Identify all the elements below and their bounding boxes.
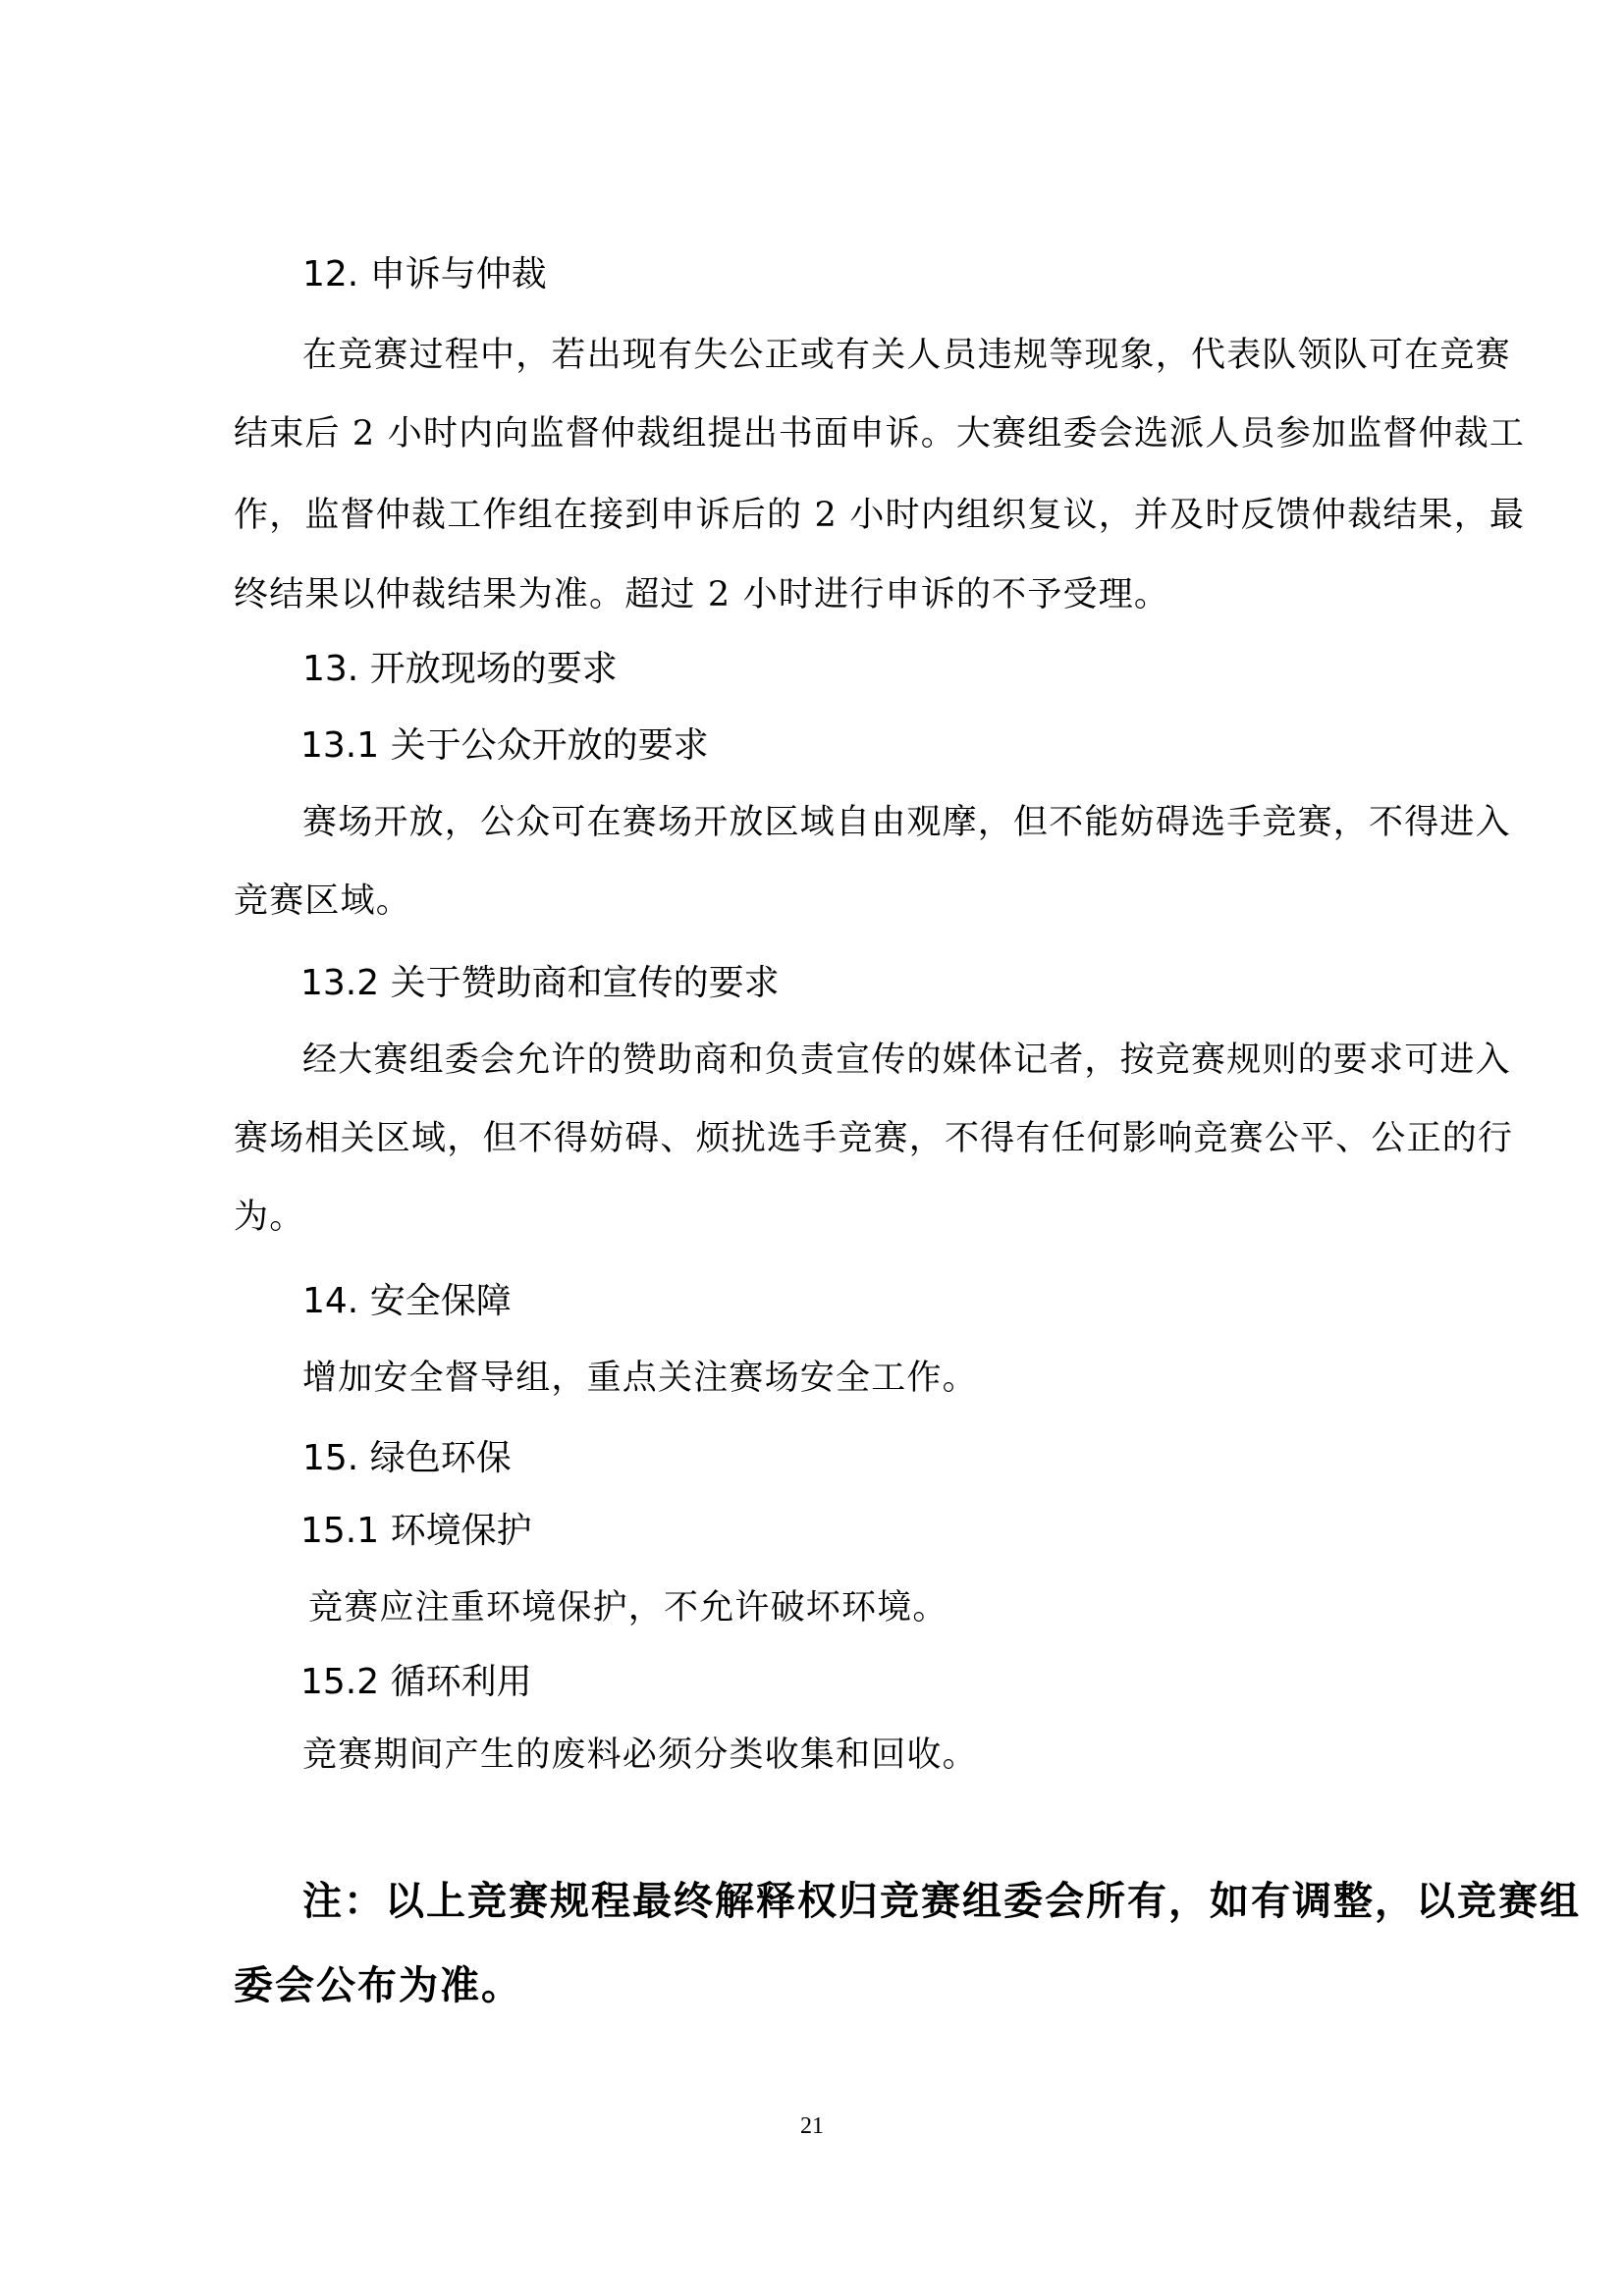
section-12-line-1: 在竞赛过程中，若出现有失公正或有关人员违规等现象，代表队领队可在竞赛 xyxy=(302,336,1511,375)
section-13-1-heading: 13.1 关于公众开放的要求 xyxy=(300,725,709,766)
section-13-1-line-2: 竞赛区域。 xyxy=(234,881,412,921)
section-15-1-heading: 15.1 环境保护 xyxy=(300,1511,532,1551)
section-13-2-line-3: 为。 xyxy=(234,1198,305,1237)
section-13-heading: 13. 开放现场的要求 xyxy=(302,649,618,689)
note-line-2: 委会公布为准。 xyxy=(234,1963,522,2008)
section-15-2-line-1: 竞赛期间产生的废料必须分类收集和回收。 xyxy=(302,1735,978,1775)
section-13-2-heading: 13.2 关于赞助商和宣传的要求 xyxy=(300,963,780,1003)
page-number: 21 xyxy=(800,2113,824,2139)
section-12-line-2: 结束后 2 小时内向监督仲裁组提出书面申诉。大赛组委会选派人员参加监督仲裁工 xyxy=(234,414,1526,454)
section-12-heading: 12. 申诉与仲裁 xyxy=(302,254,547,294)
section-13-2-line-1: 经大赛组委会允许的赞助商和负责宣传的媒体记者，按竞赛规则的要求可进入 xyxy=(302,1041,1511,1080)
section-14-line-1: 增加安全督导组，重点关注赛场安全工作。 xyxy=(302,1359,978,1398)
section-15-heading: 15. 绿色环保 xyxy=(302,1438,512,1478)
note-line-1: 注：以上竞赛规程最终解释权归竞赛组委会所有，如有调整，以竞赛组 xyxy=(302,1879,1581,1924)
section-14-heading: 14. 安全保障 xyxy=(302,1281,512,1321)
section-12-line-4: 终结果以仲裁结果为准。超过 2 小时进行申诉的不予受理。 xyxy=(234,575,1170,614)
section-15-2-heading: 15.2 循环利用 xyxy=(300,1662,532,1702)
section-13-1-line-1: 赛场开放，公众可在赛场开放区域自由观摩，但不能妨碍选手竞赛，不得进入 xyxy=(302,803,1511,842)
section-15-1-line-1: 竞赛应注重环境保护，不允许破坏环境。 xyxy=(308,1588,948,1628)
section-13-2-line-2: 赛场相关区域，但不得妨碍、烦扰选手竞赛，不得有任何影响竞赛公平、公正的行 xyxy=(234,1119,1514,1158)
section-12-line-3: 作，监督仲裁工作组在接到申诉后的 2 小时内组织复议，并及时反馈仲裁结果，最 xyxy=(234,496,1526,535)
